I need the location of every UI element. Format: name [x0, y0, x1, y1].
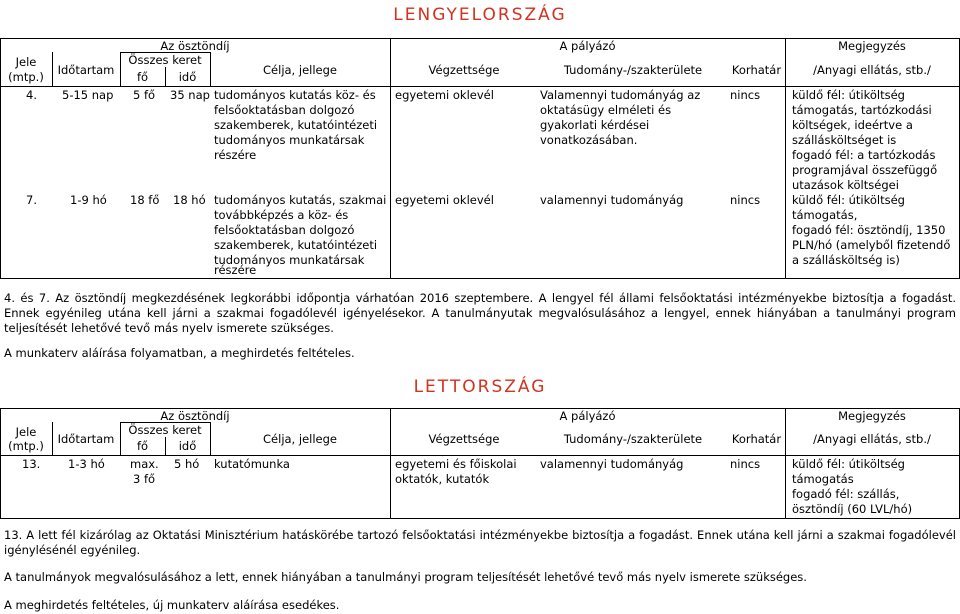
header-anyagi: /Anyagi ellátás, stb./ [813, 432, 931, 446]
row-megjegyzes-line: támogatás, tartózkodási [792, 103, 932, 117]
row-jele: 7. [26, 193, 37, 207]
header-ido: idő [178, 439, 197, 453]
header-palyazo: A pályázó [559, 409, 616, 423]
header-osszes-keret: Összes keret [128, 423, 202, 437]
header-celja: Célja, jellege [263, 63, 337, 77]
row-korhatar: nincs [730, 457, 761, 471]
row-celja-line: szakemberek, kutatóintézeti [214, 238, 378, 252]
header-palyazo: A pályázó [559, 39, 616, 53]
header-korhatar: Korhatár [731, 432, 782, 446]
row-megjegyzes-line: fogadó fél: ösztöndíj, 1350 [792, 223, 946, 237]
row-tudomany-line: oktatásügy elméleti és [540, 103, 672, 117]
row-megjegyzes-line: költségek, ideértve a [792, 118, 913, 132]
header-vegzettsege: Végzettsége [428, 432, 500, 446]
row-idotartam: 1-3 hó [68, 457, 105, 471]
row-megjegyzes-line: PLN/hó (amelyből fizetendő [792, 238, 951, 252]
header-idotartam: Időtartam [57, 63, 115, 77]
header-osztondij: Az ösztöndíj [160, 409, 230, 423]
row-megjegyzes-line: támogatás [792, 472, 854, 486]
row-vegzettsege-line: egyetemi és főiskolai [395, 457, 517, 471]
row-megjegyzes-line: támogatás, [792, 208, 858, 222]
row-fo: 5 fő [133, 88, 156, 102]
row-celja-line: tudományos kutatás köz- és [214, 88, 376, 102]
section-title-latvia: LETTORSZÁG [413, 377, 547, 397]
row-celja-line: kutatómunka [214, 457, 290, 471]
row-celja-line: részére [214, 148, 257, 162]
row-ido: 5 hó [174, 457, 200, 471]
row-jele: 13. [22, 457, 41, 471]
row-ido: 35 nap [170, 88, 210, 102]
row-fo: 18 fő [130, 193, 160, 207]
header-megjegyzes: Megjegyzés [838, 409, 906, 423]
row-megjegyzes-line: a szállásköltség is) [792, 253, 900, 267]
row-celja-line: tudományos munkatársak [214, 253, 365, 267]
header-tudomany: Tudomány-/szakterülete [563, 63, 703, 77]
row-korhatar: nincs [730, 193, 761, 207]
note-latvia-1: 13. A lett fél kizárólag az Oktatási Minisztérium hatáskörébe tartozó felsőoktatási intézményekbe biztosítja a fogadást. Ennek utána kell járni a szakmai fogadólevél igénylésénél egyénileg. [4, 528, 956, 557]
row-tudomany-line: valamennyi tudományág [540, 457, 684, 471]
note-poland-1: 4. és 7. Az ösztöndíj megkezdésének legkorábbi időpontja várhatóan 2016 szeptembere. A lengyel fél állami felsőoktatási intézményekbe biztosítja a fogadást. Ennek egyénileg utána kell járni a szakmai fogadólevél igényelésekor. A tanulmányutak megvalósulásához a lengyel, ennek hiányában a tanulmányi program teljesítését lehetővé tevő más nyelv ismerete szükséges. [4, 291, 956, 335]
row-megjegyzes-line: programjával összefüggő [792, 163, 938, 177]
header-vegzettsege: Végzettsége [428, 63, 500, 77]
row-celja-line: felsőoktatásban dolgozó [214, 103, 355, 117]
row-fo-line: 3 fő [133, 472, 156, 486]
row-vegzettsege: egyetemi oklevél [395, 193, 494, 207]
row-ido: 18 hó [173, 193, 206, 207]
header-ido: idő [178, 70, 197, 84]
header-korhatar: Korhatár [731, 63, 782, 77]
header-mtp: (mtp.) [8, 439, 44, 453]
row-megjegyzes-line: küldő fél: útiköltség [792, 457, 905, 471]
header-megjegyzes: Megjegyzés [838, 39, 906, 53]
row-megjegyzes-line: ösztöndíj (60 LVL/hó) [792, 502, 913, 516]
row-idotartam: 1-9 hó [70, 193, 107, 207]
row-fo-line: max. [130, 457, 159, 471]
row-celja-line: tudományos munkatársak [214, 133, 365, 147]
row-tudomany-line: vonatkozásában. [540, 133, 638, 147]
row-megjegyzes-line: szállásköltséget is [792, 133, 897, 147]
row-celja-line: továbbképzés a köz- és [214, 208, 349, 222]
row-korhatar: nincs [730, 88, 761, 102]
row-celja-line: szakemberek, kutatóintézeti [214, 118, 378, 132]
header-celja: Célja, jellege [263, 432, 337, 446]
note-latvia-2: A tanulmányok megvalósulásához a lett, ennek hiányában a tanulmányi program teljesítését lehetővé tevő más nyelv ismerete szükséges. [4, 570, 807, 584]
header-anyagi: /Anyagi ellátás, stb./ [813, 63, 931, 77]
note-poland-2: A munkaterv aláírása folyamatban, a meghirdetés feltételes. [4, 346, 355, 360]
header-osztondij: Az ösztöndíj [160, 39, 230, 53]
row-megjegyzes-line: küldő fél: útiköltség [792, 193, 905, 207]
row-celja-line: részére [214, 263, 257, 277]
row-megjegyzes-line: utazások költségei [792, 178, 899, 192]
row-tudomany-line: gyakorlati kérdései [540, 118, 650, 132]
row-megjegyzes-line: fogadó fél: a tartózkodás [792, 148, 936, 162]
section-title-poland: LENGYELORSZÁG [393, 5, 567, 25]
row-idotartam: 5-15 nap [62, 88, 114, 102]
row-tudomany-line: valamennyi tudományág [540, 193, 684, 207]
header-jele: Jele [15, 425, 37, 439]
row-jele: 4. [26, 88, 37, 102]
header-fo: fő [136, 439, 149, 453]
row-megjegyzes-line: fogadó fél: szállás, [792, 487, 900, 501]
header-tudomany: Tudomány-/szakterülete [563, 432, 703, 446]
note-latvia-3: A meghirdetés feltételes, új munkaterv aláírása esedékes. [4, 598, 340, 612]
header-mtp: (mtp.) [8, 70, 44, 84]
row-vegzettsege: egyetemi oklevél [395, 88, 494, 102]
row-megjegyzes-line: küldő fél: útiköltség [792, 88, 905, 102]
header-idotartam: Időtartam [57, 432, 115, 446]
row-vegzettsege-line: oktatók, kutatók [395, 472, 490, 486]
row-celja-line: felsőoktatásban dolgozó [214, 223, 355, 237]
row-tudomany-line: Valamennyi tudományág az [540, 88, 701, 102]
header-osszes-keret: Összes keret [128, 53, 202, 67]
header-jele: Jele [15, 55, 37, 69]
header-fo: fő [136, 70, 149, 84]
row-celja-line: tudományos kutatás, szakmai [214, 193, 387, 207]
